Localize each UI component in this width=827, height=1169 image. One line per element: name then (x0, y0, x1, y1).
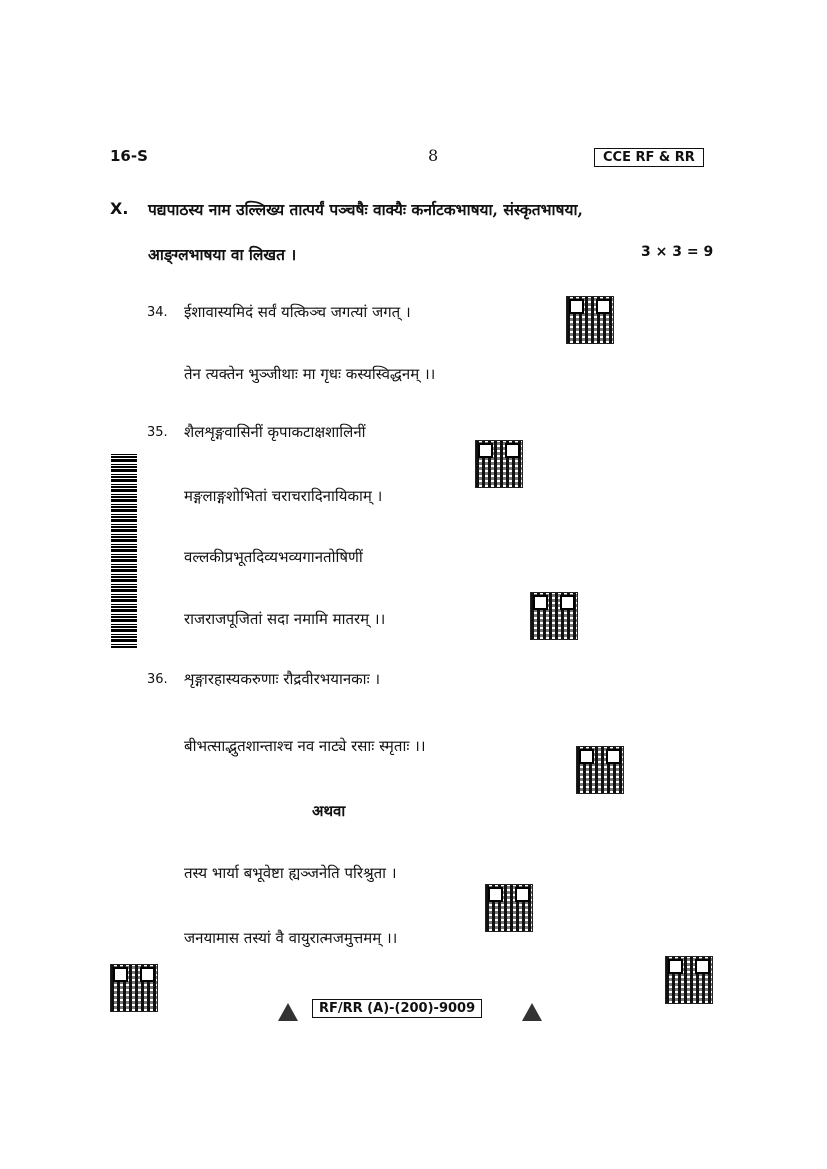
triangle-marker-icon (522, 1003, 542, 1021)
verse-line: तेन त्यक्तेन भुञ्जीथाः मा गृधः कस्यस्विद्धनम् ।। (184, 365, 436, 383)
verse-line: मङ्गलाङ्गशोभितां चराचरादिनायिकाम् । (184, 487, 383, 505)
item-number-35: 35. (147, 425, 168, 440)
verse-line: तस्य भार्या बभूवेष्टा ह्यञ्जनेति परिश्रुता । (184, 864, 397, 882)
verse-line: ईशावास्यमिदं सर्वं यत्किञ्च जगत्यां जगत् । (184, 303, 411, 321)
verse-line: जनयामास तस्यां वै वायुरात्मजमुत्तमम् ।। (184, 929, 398, 947)
question-number: X. (110, 199, 129, 218)
verse-line: शैलशृङ्गवासिनीं कृपाकटाक्षशालिनीं (184, 423, 366, 441)
question-instruction-line1: पद्यपाठस्य नाम उल्लिख्य तात्पर्यं पञ्चषैः वाक्यैः कर्नाटकभाषया, संस्कृतभाषया, (148, 200, 583, 219)
verse-line: वल्लकीप्रभूतदिव्यभव्यगानतोषिणीं (184, 548, 363, 566)
subject-code: 16-S (110, 147, 148, 165)
verse-line: शृङ्गारहास्यकरुणाः रौद्रवीरभयानकाः । (184, 670, 381, 688)
page-number: 8 (428, 146, 439, 165)
footer-code: RF/RR (A)-(200)-9009 (312, 999, 482, 1018)
alternative-label: अथवा (312, 802, 346, 820)
verse-line: राजराजपूजितां सदा नमामि मातरम् ।। (184, 610, 386, 628)
qr-code-icon (665, 956, 713, 1004)
item-number-36: 36. (147, 672, 168, 687)
qr-code-icon (485, 884, 533, 932)
qr-code-icon (530, 592, 578, 640)
verse-line: बीभत्साद्भुतशान्ताश्च नव नाट्ये रसाः स्मृताः ।। (184, 737, 426, 755)
series-box: CCE RF & RR (594, 148, 704, 167)
qr-code-icon (110, 964, 158, 1012)
question-marks: 3 × 3 = 9 (641, 244, 714, 260)
qr-code-icon (475, 440, 523, 488)
qr-code-icon (576, 746, 624, 794)
question-instruction-line2: आङ्ग्लभाषया वा लिखत । (148, 245, 297, 264)
item-number-34: 34. (147, 305, 168, 320)
barcode-icon (111, 452, 137, 648)
qr-code-icon (566, 296, 614, 344)
triangle-marker-icon (278, 1003, 298, 1021)
